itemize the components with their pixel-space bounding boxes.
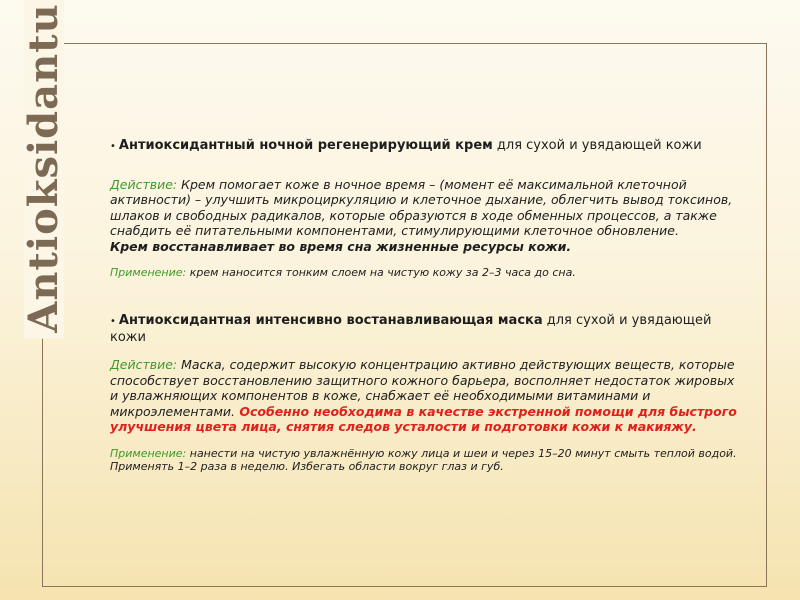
section2-title-rest: для сухой и увядающей кожи xyxy=(110,313,712,345)
section1-usage-label: Применение: xyxy=(110,266,187,279)
section2-usage xyxy=(110,447,745,473)
section2-heading xyxy=(110,313,745,345)
bullet-icon: • xyxy=(110,141,116,152)
section1-action-bold: Крем восстанавливает во время сна жизненные ресурсы кожи. xyxy=(110,238,572,254)
section1-heading xyxy=(110,138,745,155)
section2-action-label: Действие: xyxy=(110,357,178,372)
section1-usage-text: крем наносится тонким слоем на чистую кожу за 2–3 часа до сна. xyxy=(186,266,576,279)
section2-action-red: Особенно необходима в качестве экстренной помощи для быстрого улучшения цвета лица, снятия следов усталости и подготовки кожи к макияжу. xyxy=(110,403,737,434)
section2-usage-text: нанести на чистую увлажнённую кожу лица и шеи и через 15–20 минут смыть теплой водой. Применять 1–2 раза в неделю. Избегать области вокруг глаз и губ. xyxy=(110,446,737,473)
section1-action-text: Крем помогает коже в ночное время – (момент её максимальной клеточной активности) – улучшить микроциркуляцию и клеточное дыхание, облегчить вывод токсинов, шлаков и свободных радикалов, которые образуются в ходе обменных процессов, а также снабдить её питательными компонентами, стимулирующими клеточное обновление. xyxy=(110,176,733,238)
section2-action xyxy=(110,357,745,435)
side-title-box xyxy=(20,2,67,333)
section1-action-label: Действие: xyxy=(110,176,178,192)
section2-title: Антиоксидантная интенсивно востанавливающая маска xyxy=(118,313,543,328)
section2-action-text: Маска, содержит высокую концентрацию активно действующих веществ, которые способствует восстановлению защитного кожного барьера, восполняет недостаток жировых и увлажняющих компонентов в коже, снабжает её необходимыми витаминами и микроэлементами. xyxy=(110,357,735,419)
section1-title-rest: для сухой и увядающей кожи xyxy=(492,138,702,153)
content xyxy=(110,138,745,473)
section1-usage xyxy=(110,266,745,279)
side-title: Antioksidantu xyxy=(24,0,64,338)
section2-usage-label: Применение: xyxy=(110,446,187,460)
bullet-icon: • xyxy=(110,316,116,327)
section1-action xyxy=(110,177,745,239)
section1-title: Антиоксидантный ночной регенерирующий крем xyxy=(118,138,493,153)
